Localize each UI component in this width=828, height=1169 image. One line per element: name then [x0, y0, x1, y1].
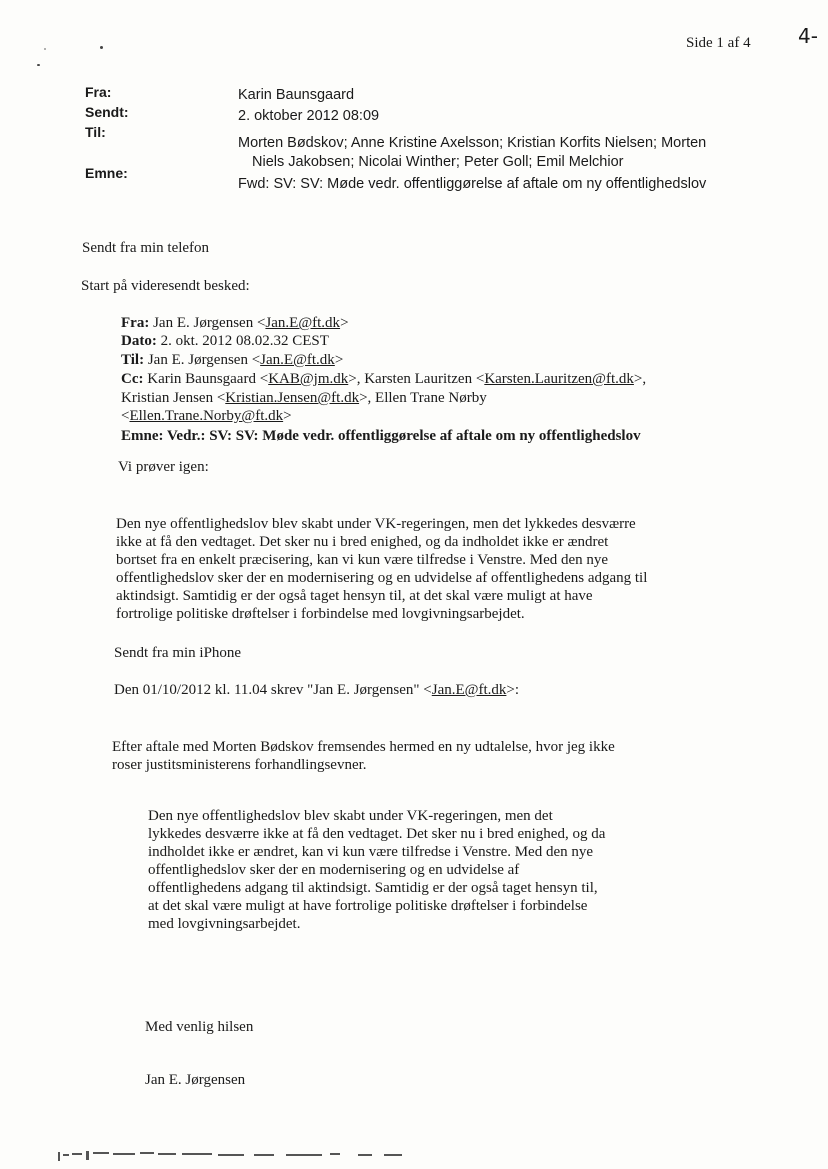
sent-label: Sendt: [85, 104, 129, 120]
paragraph2-line: Efter aftale med Morten Bødskov fremsendes hermed en ny udtalelse, hvor jeg ikke [112, 739, 615, 755]
page-number: Side 1 af 4 [686, 35, 751, 51]
fwd-cc-line3 [121, 408, 292, 425]
fwd-cc-label: Cc: [121, 371, 144, 387]
to-value-line2: Niels Jakobsen; Nicolai Winther; Peter Goll; Emil Melchior [252, 154, 624, 170]
fwd-cc-line1 [121, 371, 646, 388]
fwd-to-name: Jan E. Jørgensen < [144, 352, 261, 368]
fwd-from-email-link[interactable]: Jan.E@ft.dk [265, 315, 341, 331]
fwd-to-email-link[interactable]: Jan.E@ft.dk [260, 352, 335, 368]
scan-speck [44, 48, 46, 50]
paragraph3-line: at det skal være muligt at have fortrolige politiske drøftelser i forbindelse [148, 898, 588, 914]
cc-email-link-kab[interactable]: KAB@jm.dk [268, 371, 349, 387]
fwd-cc-line3-open: < [121, 408, 130, 424]
paragraph3-line: offentlighedslov sker der en modernisering og en udvidelse af [148, 862, 520, 878]
paragraph3-line: Den nye offentlighedslov blev skabt under VK-regeringen, men det [148, 808, 553, 824]
fwd-from-close: > [340, 315, 349, 331]
to-label: Til: [85, 124, 106, 140]
signature: Jan E. Jørgensen [145, 1072, 246, 1088]
fwd-date-label: Dato: [121, 333, 157, 349]
fwd-cc-line2-part1: Kristian Jensen < [121, 390, 226, 406]
cc-email-link-kristian[interactable]: Kristian.Jensen@ft.dk [225, 390, 360, 406]
fwd-cc-part3: >, [633, 371, 647, 387]
sent-from-iphone: Sendt fra min iPhone [114, 645, 242, 661]
fwd-to-close: > [334, 352, 344, 368]
fwd-from-name: Jan E. Jørgensen < [149, 315, 266, 331]
sent-from-phone: Sendt fra min telefon [82, 240, 210, 256]
paragraph1-line: Den nye offentlighedslov blev skabt under VK-regeringen, men det lykkedes desværre [116, 516, 636, 532]
fwd-cc-line2 [121, 390, 487, 407]
fwd-to-label: Til: [121, 352, 145, 368]
subject-value: Fwd: SV: SV: Møde vedr. offentliggørelse af aftale om ny offentlighedslov [238, 176, 707, 192]
paragraph3-line: lykkedes desværre ikke at få den vedtaget. Det sker nu i bred enighed, og da [148, 826, 606, 842]
sent-value: 2. oktober 2012 08:09 [238, 108, 380, 124]
fwd-from-label: Fra: [121, 315, 150, 331]
fwd-to-line [121, 352, 343, 369]
fwd-cc-line2-part2: >, Ellen Trane Nørby [359, 390, 487, 406]
from-value: Karin Baunsgaard [238, 87, 355, 103]
paragraph1-line: aktindsigt. Samtidig er der også taget hensyn til, at det skal være muligt at have [116, 588, 593, 604]
paragraph3-line: med lovgivningsarbejdet. [148, 916, 301, 932]
closing: Med venlig hilsen [145, 1019, 254, 1035]
fwd-cc-part2: >, Karsten Lauritzen < [348, 371, 485, 387]
retry-text: Vi prøver igen: [118, 459, 209, 475]
forward-start: Start på videresendt besked: [81, 278, 250, 294]
fwd-subject-line: Emne: Vedr.: SV: SV: Møde vedr. offentliggørelse af aftale om ny offentlighedslov [121, 428, 641, 444]
fwd-cc-part1: Karin Baunsgaard < [143, 371, 269, 387]
fwd-date-value: 2. okt. 2012 08.02.32 CEST [156, 333, 329, 349]
paragraph1-line: bortset fra en enkelt præcisering, kan vi kun være tilfredse i Venstre. Med den nye [116, 552, 609, 568]
fwd-from-line [121, 315, 349, 332]
from-label: Fra: [85, 84, 112, 100]
subject-label: Emne: [85, 165, 128, 181]
quote-header-close: >: [506, 682, 520, 698]
fwd-date-line [121, 333, 329, 350]
paragraph1-line: ikke at få den vedtaget. Det sker nu i bred enighed, og da indholdet ikke er ændret [116, 534, 609, 550]
paragraph3-line: indholdet ikke er ændret, kan vi kun være tilfredse i Venstre. Med den nye [148, 844, 594, 860]
paragraph1-line: offentlighedslov sker der en modernisering og en udvidelse af offentlighedens adgang til [116, 570, 648, 586]
cc-email-link-karsten[interactable]: Karsten.Lauritzen@ft.dk [484, 371, 634, 387]
paragraph3-line: offentlighedens adgang til aktindsigt. Samtidig er der også taget hensyn til, [148, 880, 598, 896]
fwd-cc-line3-close: > [283, 408, 292, 424]
paragraph2-line: roser justitsministerens forhandlingsevner. [112, 757, 367, 773]
quote-email-link[interactable]: Jan.E@ft.dk [431, 682, 507, 698]
quote-header [114, 682, 519, 699]
handwritten-page-mark: 4- [798, 24, 818, 48]
cc-email-link-ellen[interactable]: Ellen.Trane.Norby@ft.dk [129, 408, 284, 424]
cut-off-footer-url [58, 1150, 478, 1162]
paragraph1-line: fortrolige politiske drøftelser i forbindelse med lovgivningsarbejdet. [116, 606, 525, 622]
scan-speck [37, 64, 40, 66]
scan-speck [100, 46, 103, 49]
quote-header-text: Den 01/10/2012 kl. 11.04 skrev "Jan E. Jørgensen" < [114, 682, 432, 698]
to-value-line1: Morten Bødskov; Anne Kristine Axelsson; Kristian Korfits Nielsen; Morten [238, 135, 707, 151]
